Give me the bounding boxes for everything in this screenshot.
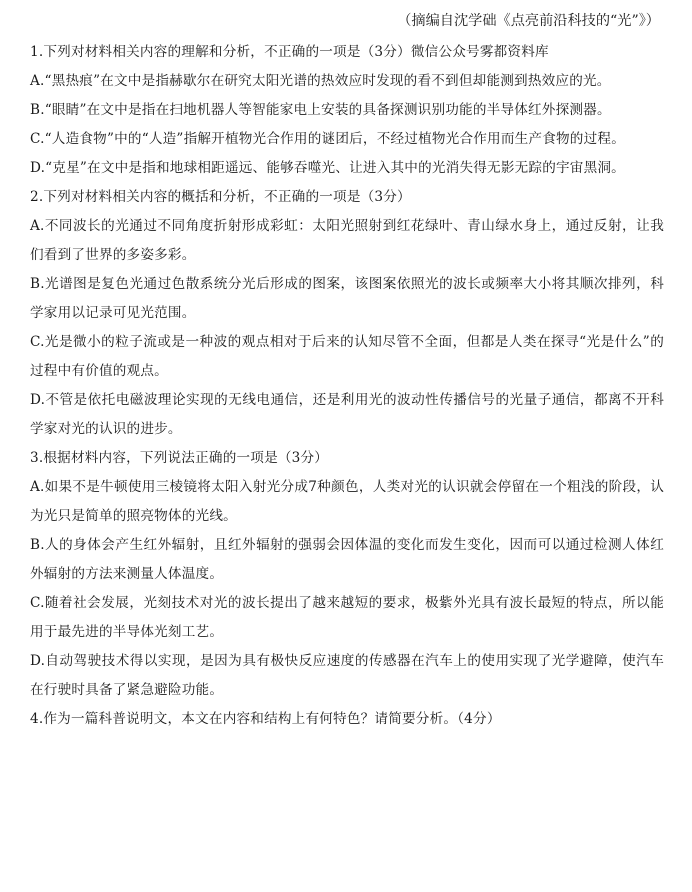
question-2 bbox=[30, 183, 664, 444]
source-citation: （摘编自沈学础《点亮前沿科技的“光”》） bbox=[397, 13, 660, 29]
option-b: B.光谱图是复色光通过色散系统分光后形成的图案，该图案依照光的波长或频率大小将其顺次排列，科学家用以记录可见光范围。 bbox=[30, 276, 664, 321]
question-stem: 3.根据材料内容，下列说法正确的一项是（3分） bbox=[30, 450, 329, 466]
question-1 bbox=[30, 38, 664, 183]
question-3 bbox=[30, 444, 664, 705]
option-d: D.自动驾驶技术得以实现，是因为具有极快反应速度的传感器在汽车上的使用实现了光学避障，使汽车在行驶时具备了紧急避险功能。 bbox=[30, 653, 664, 698]
option-b: B.人的身体会产生红外辐射，且红外辐射的强弱会因体温的变化而发生变化，因而可以通过检测人体红外辐射的方法来测量人体温度。 bbox=[30, 537, 664, 582]
option-a: A.如果不是牛顿使用三棱镜将太阳入射光分成7种颜色，人类对光的认识就会停留在一个粗浅的阶段，认为光只是简单的照亮物体的光线。 bbox=[30, 479, 664, 524]
option-c: C.随着社会发展，光刻技术对光的波长提出了越来越短的要求，极紫外光具有波长最短的特点，所以能用于最先进的半导体光刻工艺。 bbox=[30, 595, 664, 640]
option-d: D.不管是依托电磁波理论实现的无线电通信，还是利用光的波动性传播信号的光量子通信，都离不开科学家对光的认识的进步。 bbox=[30, 392, 664, 437]
option-c: C.“人造食物”中的“人造”指解开植物光合作用的谜团后，不经过植物光合作用而生产食物的过程。 bbox=[30, 131, 625, 147]
question-4 bbox=[30, 705, 664, 734]
option-a: A.不同波长的光通过不同角度折射形成彩虹：太阳光照射到红花绿叶、青山绿水身上，通过反射，让我们看到了世界的多姿多彩。 bbox=[30, 218, 664, 263]
question-stem: 2.下列对材料相关内容的概括和分析，不正确的一项是（3分） bbox=[30, 189, 411, 205]
option-b: B.“眼睛”在文中是指在扫地机器人等智能家电上安装的具备探测识别功能的半导体红外探测器。 bbox=[30, 102, 611, 118]
question-stem: 1.下列对材料相关内容的理解和分析，不正确的一项是（3分）微信公众号雾都资料库 bbox=[30, 44, 549, 60]
option-c: C.光是微小的粒子流或是一种波的观点相对于后来的认知尽管不全面，但都是人类在探寻“光是什么”的过程中有价值的观点。 bbox=[30, 334, 664, 379]
option-a: A.“黑热痕”在文中是指赫歇尔在研究太阳光谱的热效应时发现的看不到但却能测到热效应的光。 bbox=[30, 73, 611, 89]
question-stem: 4.作为一篇科普说明文，本文在内容和结构上有何特色？请简要分析。（4分） bbox=[30, 711, 501, 727]
option-d: D.“克星”在文中是指和地球相距遥远、能够吞噬光、让进入其中的光消失得无影无踪的宇宙黑洞。 bbox=[30, 160, 625, 176]
